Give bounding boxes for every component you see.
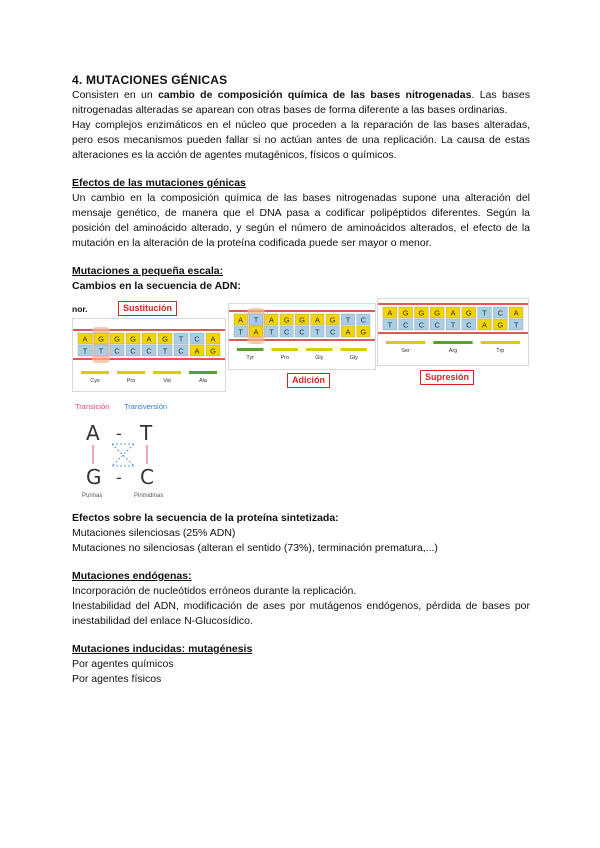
base-bottom-letter: C	[130, 346, 136, 356]
base-top-letter: A	[146, 334, 152, 344]
dna-diagram-sustitucion	[73, 319, 225, 391]
base-bottom-letter: C	[146, 346, 152, 356]
inducidas-line2: Por agentes físicos	[72, 673, 162, 685]
base-top-letter: G	[283, 315, 290, 325]
base-top-letter: G	[114, 334, 120, 344]
amino-acid-bar	[386, 341, 425, 344]
base-bottom-letter: C	[466, 320, 472, 330]
base-top-letter: G	[434, 308, 441, 318]
panel-sustitucion	[72, 318, 226, 392]
pirimidinas-label: Pirimidinas	[134, 493, 164, 499]
base-bottom-letter: T	[315, 327, 320, 337]
base-top-letter: G	[299, 315, 305, 325]
purinas-label: Purinas	[82, 493, 103, 499]
amino-acid-label: Pro	[280, 355, 290, 361]
base-a: A	[86, 421, 100, 445]
amino-acid-label: Pro	[126, 378, 136, 384]
base-c: C	[140, 465, 154, 489]
base-top-letter: G	[329, 315, 336, 325]
pequena-heading: Mutaciones a pequeña escala:	[72, 265, 224, 277]
base-top-letter: T	[253, 315, 259, 325]
base-bottom-letter: A	[194, 346, 200, 356]
amino-acid-label: Trp	[496, 348, 505, 354]
amino-acid-label: Ser	[401, 348, 410, 354]
intro-text-a: Consisten en un	[72, 89, 159, 101]
base-top-letter: A	[450, 308, 456, 318]
document-page	[72, 72, 530, 687]
label-adicion: Adición	[287, 373, 330, 388]
base-bottom-letter: T	[513, 320, 519, 330]
base-bottom-letter: T	[98, 346, 104, 356]
base-bottom-letter: C	[402, 320, 409, 330]
base-bottom-letter: A	[482, 320, 488, 330]
dna-diagram-adicion	[229, 304, 375, 369]
base-top-letter: T	[178, 334, 184, 344]
efectos-proteina-line1: Mutaciones silenciosas (25% ADN)	[72, 527, 236, 539]
amino-acid-bar	[433, 341, 472, 344]
base-top-letter: A	[314, 315, 320, 325]
base-bottom-letter: A	[253, 327, 259, 337]
base-bottom-letter: C	[434, 320, 440, 330]
efectos-heading: Efectos de las mutaciones génicas	[72, 177, 246, 189]
panel-adicion	[228, 303, 376, 370]
base-bottom-letter: C	[418, 320, 425, 330]
base-bottom-letter: C	[114, 346, 120, 356]
amino-acid-bar	[117, 371, 145, 374]
base-bottom-letter: G	[210, 346, 216, 356]
efectos-paragraph: Un cambio en la composición química de las bases nitrogenadas supone una alteración del mensaje genético, de manera que el DNA pasa a codificar polipéptidos diferentes. Según la posición del aminoácido alterado, y según el número de aminoácidos alterados, el efecto de la mutación en la alteración de la proteína codificada puede ser mayor o menor.	[72, 192, 530, 249]
label-supresion: Supresión	[420, 370, 474, 385]
label-sustitucion: Sustitución	[118, 301, 177, 316]
endogenas-heading: Mutaciones endógenas:	[72, 570, 192, 582]
base-top-letter: A	[82, 334, 88, 344]
dash-top: -	[116, 424, 122, 443]
base-bottom-letter: T	[238, 327, 243, 337]
base-top-letter: G	[465, 308, 472, 318]
intro-paragraph-1	[72, 88, 530, 118]
base-t: T	[140, 421, 153, 445]
base-bottom-letter: C	[329, 327, 336, 337]
base-top-letter: G	[162, 334, 168, 344]
amino-acid-label: Gly	[349, 355, 358, 361]
amino-acid-bar	[481, 341, 520, 344]
efectos-proteina-line2: Mutaciones no silenciosas (alteran el sentido (73%), terminación prematura,...)	[72, 542, 438, 554]
section-title: 4. MUTACIONES GÉNICAS	[72, 73, 228, 87]
intro-text-b: . Las bases nitrogenadas alteradas se aparean con otras bases de forma diferente a las bases ordinarias.	[72, 89, 530, 116]
pequena-subheading: Cambios en la secuencia de ADN:	[72, 280, 241, 292]
panel-supresion	[377, 298, 529, 366]
base-top-letter: A	[238, 315, 244, 325]
base-bottom-letter: A	[345, 327, 351, 337]
base-top-letter: G	[402, 308, 409, 318]
base-top-letter: G	[130, 334, 136, 344]
amino-acid-label: Ala	[199, 378, 207, 384]
amino-acid-bar	[237, 348, 264, 351]
base-bottom-letter: C	[299, 327, 305, 337]
transition-transversion-diagram	[72, 400, 192, 500]
transversion-label: Transversión	[124, 402, 168, 411]
base-bottom-letter: T	[162, 346, 168, 356]
base-top-letter: G	[418, 308, 425, 318]
amino-acid-label: Val	[163, 378, 171, 384]
base-top-letter: A	[387, 308, 393, 318]
transicion-label: Transición	[75, 402, 110, 411]
base-g: G	[86, 465, 102, 489]
base-top-letter: T	[482, 308, 487, 318]
base-bottom-letter: T	[387, 320, 393, 330]
dash-bottom: -	[116, 468, 122, 487]
amino-acid-label: Tyr	[246, 355, 255, 361]
base-top-letter: C	[497, 308, 504, 318]
base-bottom-letter: G	[497, 320, 504, 330]
figure-fragment-text: nor.	[72, 304, 88, 314]
inducidas-heading: Mutaciones inducidas: mutagénesis	[72, 643, 253, 655]
amino-acid-label: Arg	[448, 348, 458, 354]
endogenas-line2: Inestabilidad del ADN, modificación de ases por mutágenos endógenos, pérdida de bases por inestabilidad del enlace N-Glucosídico.	[72, 600, 530, 627]
mutation-figure	[72, 298, 530, 503]
base-bottom-letter: C	[178, 346, 184, 356]
base-top-letter: A	[210, 334, 216, 344]
base-bottom-letter: G	[360, 327, 367, 337]
amino-acid-bar	[81, 371, 109, 374]
intro-text-bold: cambio de composición química de las bases nitrogenadas	[158, 89, 472, 101]
base-bottom-letter: C	[283, 327, 290, 337]
amino-acid-label: Cys	[90, 378, 100, 384]
dna-diagram-supresion	[378, 299, 528, 365]
amino-acid-bar	[153, 371, 181, 374]
endogenas-line1: Incorporación de nucleótidos erróneos durante la replicación.	[72, 585, 357, 597]
efectos-proteina-heading: Efectos sobre la secuencia de la proteína sintetizada:	[72, 512, 339, 524]
base-top-letter: C	[194, 334, 200, 344]
amino-acid-bar	[341, 348, 368, 351]
base-bottom-letter: T	[269, 327, 274, 337]
intro-paragraph-2: Hay complejos enzimáticos en el núcleo que proceden a la reparación de las bases alteradas, pero esos mecanismos pueden fallar si no actúan antes de una replicación. La causa de estas alteraciones es la acción de agentes mutagénicos, físicos o químicos.	[72, 119, 530, 161]
base-top-letter: A	[268, 315, 274, 325]
base-top-letter: G	[98, 334, 104, 344]
base-top-letter: C	[360, 315, 367, 325]
inducidas-line1: Por agentes químicos	[72, 658, 174, 670]
base-bottom-letter: T	[82, 346, 88, 356]
base-top-letter: A	[513, 308, 519, 318]
amino-acid-bar	[189, 371, 217, 374]
amino-acid-bar	[272, 348, 299, 351]
amino-acid-label: Gly	[315, 355, 324, 361]
base-top-letter: T	[345, 315, 351, 325]
amino-acid-bar	[306, 348, 333, 351]
base-bottom-letter: T	[450, 320, 456, 330]
